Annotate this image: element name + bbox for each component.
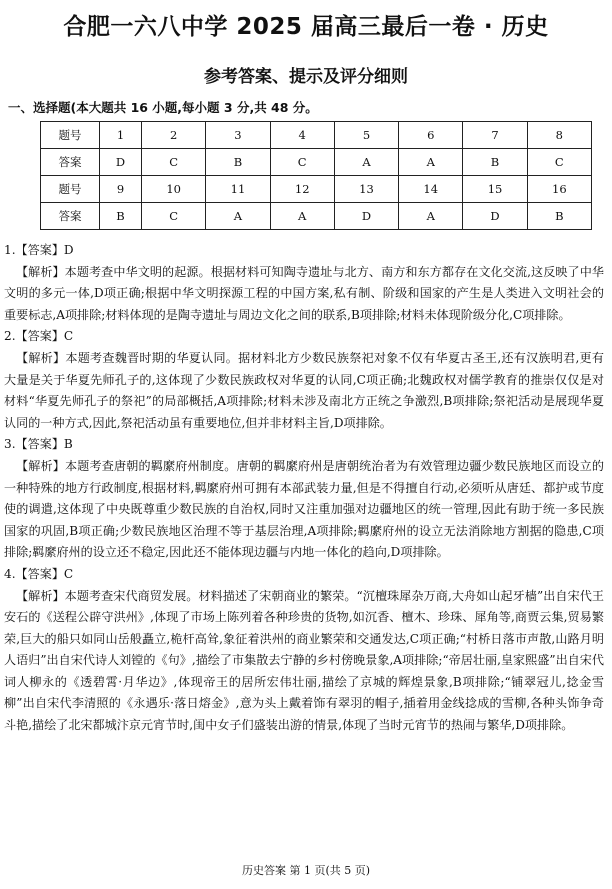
table-row-label: 答案 bbox=[41, 203, 100, 230]
table-cell: A bbox=[399, 203, 463, 230]
table-cell: B bbox=[100, 203, 142, 230]
table-cell: D bbox=[463, 203, 527, 230]
table-cell: 3 bbox=[206, 122, 270, 149]
table-cell: 11 bbox=[206, 176, 270, 203]
table-cell: B bbox=[206, 149, 270, 176]
table-cell: 1 bbox=[100, 122, 142, 149]
table-cell: 6 bbox=[399, 122, 463, 149]
page-subtitle: 参考答案、提示及评分细则 bbox=[204, 67, 408, 87]
question-2-analysis: 【解析】本题考查魏晋时期的华夏认同。据材料北方少数民族祭祀对象不仅有华夏古圣王,还有汉族明君,更有大量是关于华夏先师孔子的,这体现了少数民族政权对华夏的认同,C项正确;北魏政权对儒学教育的推崇仅仅是对材料“华夏先师孔子的祭祀”的局部概括,A项排除;材料未涉及南北方正统之争激烈,B项排除;祭祀活动是展现华夏认同的一种方式,因此,祭祀活动虽有重要地位,但并非材料主旨,D项排除。 bbox=[4, 350, 604, 430]
question-4-analysis: 【解析】本题考查宋代商贸发展。材料描述了宋朝商业的繁荣。“沉檀珠犀杂万商,大舟如山起牙樯”出自宋代王安石的《送程公辟守洪州》,体现了市场上陈列着各种珍贵的货物,如沉香、檀木、珍珠、犀角等,商贾云集,贸易繁荣,巨大的船只如同山岳般矗立,桅杆高耸,象征着洪州的商业繁荣和交通发达,C项正确;“村桥日落市声散,山路月明人语归”出自宋代诗人刘镗的《句》,描绘了市集散去宁静的乡村傍晚景象,A项排除;“帝居壮丽,皇家熙盛”出自宋代词人柳永的《透碧霄·月华边》,体现帝王的居所宏伟壮丽,描绘了京城的辉煌景象,B项排除;“铺翠冠儿,捻金雪柳”出自宋代李清照的《永遇乐·落日熔金》,意为头上戴着饰有翠羽的帽子,插着用金线捻成的雪柳,各种头饰争奇斗艳,描绘了北宋都城汴京元宵节时,闺中女子们盛装出游的情景,体现了当时元宵节的热闹与繁华,D项排除。 bbox=[4, 588, 604, 733]
table-cell: D bbox=[334, 203, 398, 230]
table-cell: B bbox=[527, 203, 591, 230]
table-cell: 9 bbox=[100, 176, 142, 203]
table-cell: A bbox=[206, 203, 270, 230]
table-row-label: 答案 bbox=[41, 149, 100, 176]
table-cell: 7 bbox=[463, 122, 527, 149]
answer-explanations bbox=[4, 240, 604, 737]
table-cell: 14 bbox=[399, 176, 463, 203]
table-row-label: 题号 bbox=[41, 122, 100, 149]
table-cell: 4 bbox=[270, 122, 334, 149]
table-cell: A bbox=[399, 149, 463, 176]
table-cell: C bbox=[270, 149, 334, 176]
table-cell: B bbox=[463, 149, 527, 176]
table-cell: 5 bbox=[334, 122, 398, 149]
answer-table bbox=[40, 121, 592, 230]
question-1-answer: 1.【答案】D bbox=[4, 243, 74, 257]
table-cell: 13 bbox=[334, 176, 398, 203]
page-footer: 历史答案 第 1 页(共 5 页) bbox=[241, 864, 371, 877]
table-cell: D bbox=[100, 149, 142, 176]
question-2-answer: 2.【答案】C bbox=[4, 329, 74, 344]
table-cell: 12 bbox=[270, 176, 334, 203]
answer-table-number-row bbox=[41, 176, 592, 203]
table-cell: 10 bbox=[142, 176, 206, 203]
question-3-answer: 3.【答案】B bbox=[4, 437, 73, 452]
answer-table-answer-row bbox=[41, 203, 592, 230]
table-cell: 16 bbox=[527, 176, 591, 203]
table-cell: C bbox=[142, 149, 206, 176]
table-row-label: 题号 bbox=[41, 176, 100, 203]
question-3-analysis: 【解析】本题考查唐朝的羁縻府州制度。唐朝的羁縻府州是唐朝统治者为有效管理边疆少数民族地区而设立的一种特殊的地方行政制度,根据材料,羁縻府州可拥有本部武装力量,但是不得擅自行动,必须听从唐廷、都护或节度使的调遣,这体现了中央既尊重少数民族的自治权,同时又注重加强对边疆地区的统一管理,因此有助于统一多民族国家的巩固,B项正确;少数民族地区治理不等于基层治理,A项排除;羁縻府州的设立无法消除地方割据的隐患,C项排除;羁縻府州的设立还不稳定,因此还不能体现边疆与内地一体化的趋向,D项排除。 bbox=[4, 458, 604, 560]
table-cell: 2 bbox=[142, 122, 206, 149]
table-cell: 15 bbox=[463, 176, 527, 203]
question-1-analysis: 【解析】本题考查中华文明的起源。根据材料可知陶寺遗址与北方、南方和东方都存在文化交流,这反映了中华文明的多元一体,D项正确;根据中华文明探源工程的中国方案,私有制、阶级和国家的产生是人类进入文明社会的重要标志,A项排除;材料体现的是陶寺遗址与周边文化之间的联系,B项排除;材料未体现阶级分化,C项排除。 bbox=[4, 264, 604, 322]
table-cell: C bbox=[527, 149, 591, 176]
section-heading: 一、选择题(本大题共 16 小题,每小题 3 分,共 48 分。 bbox=[8, 100, 318, 115]
table-cell: A bbox=[334, 149, 398, 176]
table-cell: 8 bbox=[527, 122, 591, 149]
answer-table-number-row bbox=[41, 122, 592, 149]
table-cell: A bbox=[270, 203, 334, 230]
table-cell: C bbox=[142, 203, 206, 230]
question-4-answer: 4.【答案】C bbox=[4, 566, 74, 581]
page-title: 合肥一六八中学 2025 届高三最后一卷 · 历史 bbox=[63, 14, 549, 40]
answer-table-answer-row bbox=[41, 149, 592, 176]
